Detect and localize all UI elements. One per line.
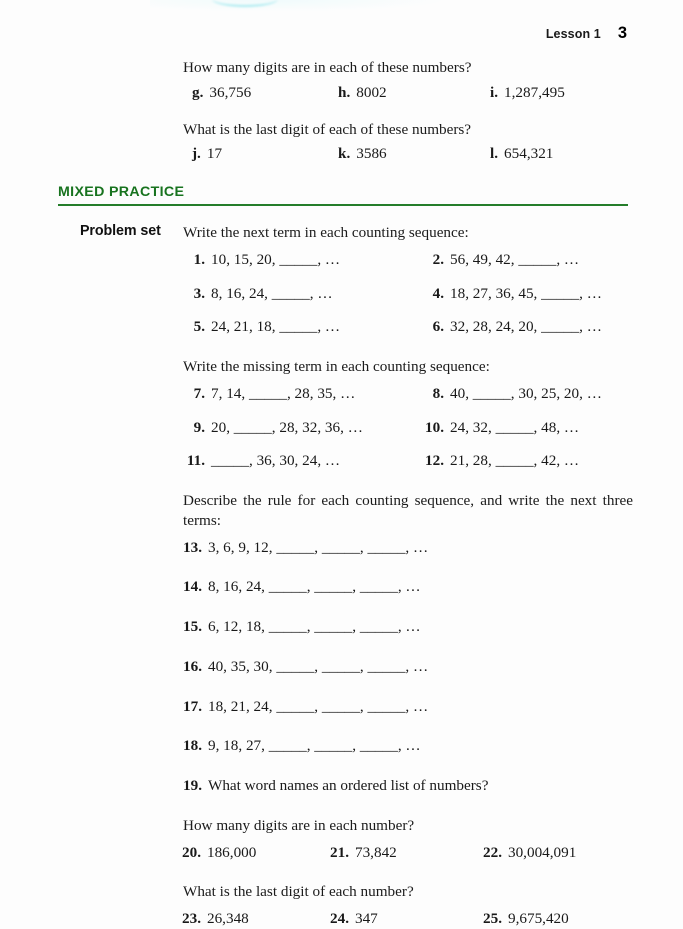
problem-text: 24, 32, _____, 48, … [450,418,580,436]
problem-text: _____, 36, 30, 24, … [211,452,341,470]
problem-number: 16. [183,657,202,675]
problem-item [183,384,422,404]
problem-row-5-6 [183,317,653,337]
problem-number: 4. [432,284,444,302]
problem-text: 24, 21, 18, _____, … [211,318,341,336]
problem-set [183,223,653,929]
problem-item [422,317,602,337]
problem-text: 56, 49, 42, _____, … [450,250,580,268]
problem-number: 14. [183,578,202,596]
problem-text: 18, 27, 36, 45, _____, … [450,284,602,302]
problem-row-23-25 [182,909,653,929]
problem-row-20-22 [182,843,653,863]
list-item [338,83,490,103]
problem-number: 5. [193,318,205,336]
problem-item [183,577,421,597]
problem-row-17 [183,697,653,717]
problem-item [483,909,569,929]
problem-item [422,418,579,438]
problem-set-label: Problem set [80,223,161,239]
problem-text: 6, 12, 18, _____, _____, _____, … [207,618,421,635]
problem-row-16 [183,657,653,677]
problem-item [183,657,428,677]
problem-text: 186,000 [206,843,257,861]
list-item [183,83,338,103]
problem-item [183,776,488,796]
problem-item [183,451,422,471]
problem-number: 17. [183,697,202,715]
problem-row-3-4 [183,284,653,304]
item-label: g. [192,83,204,101]
problem-text: 18, 21, 24, _____, _____, _____, … [207,697,429,715]
problem-text: 40, _____, 30, 25, 20, … [450,384,602,402]
list-item [490,83,565,103]
item-label: k. [338,145,351,163]
prompt-how-many-digits-these: How many digits are in each of these numbers? [183,59,472,76]
prompt-last-digit-these: What is the last digit of each of these numbers? [183,120,472,138]
lettered-row-ghi [183,83,653,103]
lesson-label: Lesson 1 [545,27,601,41]
list-item [338,144,490,164]
problem-number: 15. [183,618,202,635]
page-number: 3 [617,24,627,42]
problem-number: 7. [193,384,205,402]
problem-item [183,538,428,558]
problem-row-1-2 [183,250,653,270]
problem-text: 40, 35, 30, _____, _____, _____, … [207,657,429,675]
problem-number: 6. [432,318,444,336]
problem-row-7-8 [183,384,653,404]
problem-row-11-12 [183,451,653,471]
problem-text: 9,675,420 [507,910,569,927]
prompt-describe-rule: Describe the rule for each counting sequence, and write the next three terms: [183,492,633,529]
problem-row-18 [183,736,653,756]
problem-item [483,843,576,863]
problem-number: 19. [183,777,202,794]
problem-number: 9. [193,418,205,436]
item-value: 1,287,495 [504,83,565,101]
problem-number: 22. [483,843,502,861]
problem-item [182,909,330,929]
problem-item [183,736,421,756]
problem-item [330,843,483,863]
mixed-practice-heading [58,184,628,206]
problem-text: 20, _____, 28, 32, 36, … [211,418,363,436]
item-value: 654,321 [504,145,554,163]
item-label: h. [338,83,351,101]
problem-item [183,284,422,304]
problem-text: 32, 28, 24, 20, _____, … [450,318,602,336]
continued-practice-block [183,58,653,181]
problem-number: 11. [186,452,205,470]
problem-text: 26,348 [206,910,249,927]
problem-item [330,909,483,929]
prompt-missing-term: Write the missing term in each counting sequence: [183,358,490,375]
problem-text: 347 [354,910,378,927]
list-item [183,144,338,164]
problem-item [183,697,428,717]
prompt-last-digit: What is the last digit of each number? [183,883,414,901]
problem-number: 25. [483,910,502,927]
lettered-row-jkl [183,144,653,164]
running-head [546,24,627,43]
problem-text: 21, 28, _____, 42, … [450,452,580,470]
problem-item [183,317,422,337]
problem-text: 3, 6, 9, 12, _____, _____, _____, … [207,538,429,556]
problem-text: What word names an ordered list of numbers? [207,777,489,794]
problem-item [422,250,579,270]
section-divider [58,204,628,206]
item-label: l. [490,145,499,163]
problem-number: 2. [432,250,444,268]
prompt-next-term: Write the next term in each counting sequence: [183,224,469,241]
problem-item [183,250,422,270]
list-item [490,144,553,164]
problem-text: 10, 15, 20, _____, … [211,250,341,268]
problem-item [183,418,422,438]
problem-text: 8, 16, 24, _____, … [211,284,333,302]
problem-number: 13. [183,538,202,556]
problem-row-15 [183,617,653,637]
problem-text: 7, 14, _____, 28, 35, … [211,384,356,402]
problem-text: 9, 18, 27, _____, _____, _____, … [207,737,421,755]
problem-item [182,843,330,863]
problem-row-19 [183,776,653,796]
item-value: 8002 [356,83,387,101]
problem-row-9-10 [183,418,653,438]
problem-number: 3. [193,284,205,302]
problem-row-13 [183,538,653,558]
problem-row-14 [183,577,653,597]
scan-bleed-artifact [150,0,450,12]
problem-number: 10. [425,418,444,436]
problem-number: 12. [425,452,444,470]
prompt-how-many-digits: How many digits are in each number? [183,816,415,834]
problem-number: 8. [432,384,444,402]
problem-text: 73,842 [354,843,397,861]
problem-number: 21. [330,843,349,861]
problem-number: 1. [193,250,205,268]
problem-item [422,384,602,404]
problem-text: 8, 16, 24, _____, _____, _____, … [207,578,421,596]
problem-number: 24. [330,910,349,927]
item-label: j. [192,145,201,163]
problem-item [422,284,602,304]
problem-number: 23. [182,910,201,927]
problem-number: 18. [183,737,202,755]
problem-text: 30,004,091 [507,843,577,861]
problem-item [422,451,579,471]
problem-number: 20. [182,843,201,861]
item-value: 36,756 [209,83,252,101]
problem-item [183,617,421,637]
section-title: MIXED PRACTICE [58,184,185,200]
item-label: i. [490,83,499,101]
item-value: 3586 [356,145,387,163]
item-value: 17 [206,145,223,163]
